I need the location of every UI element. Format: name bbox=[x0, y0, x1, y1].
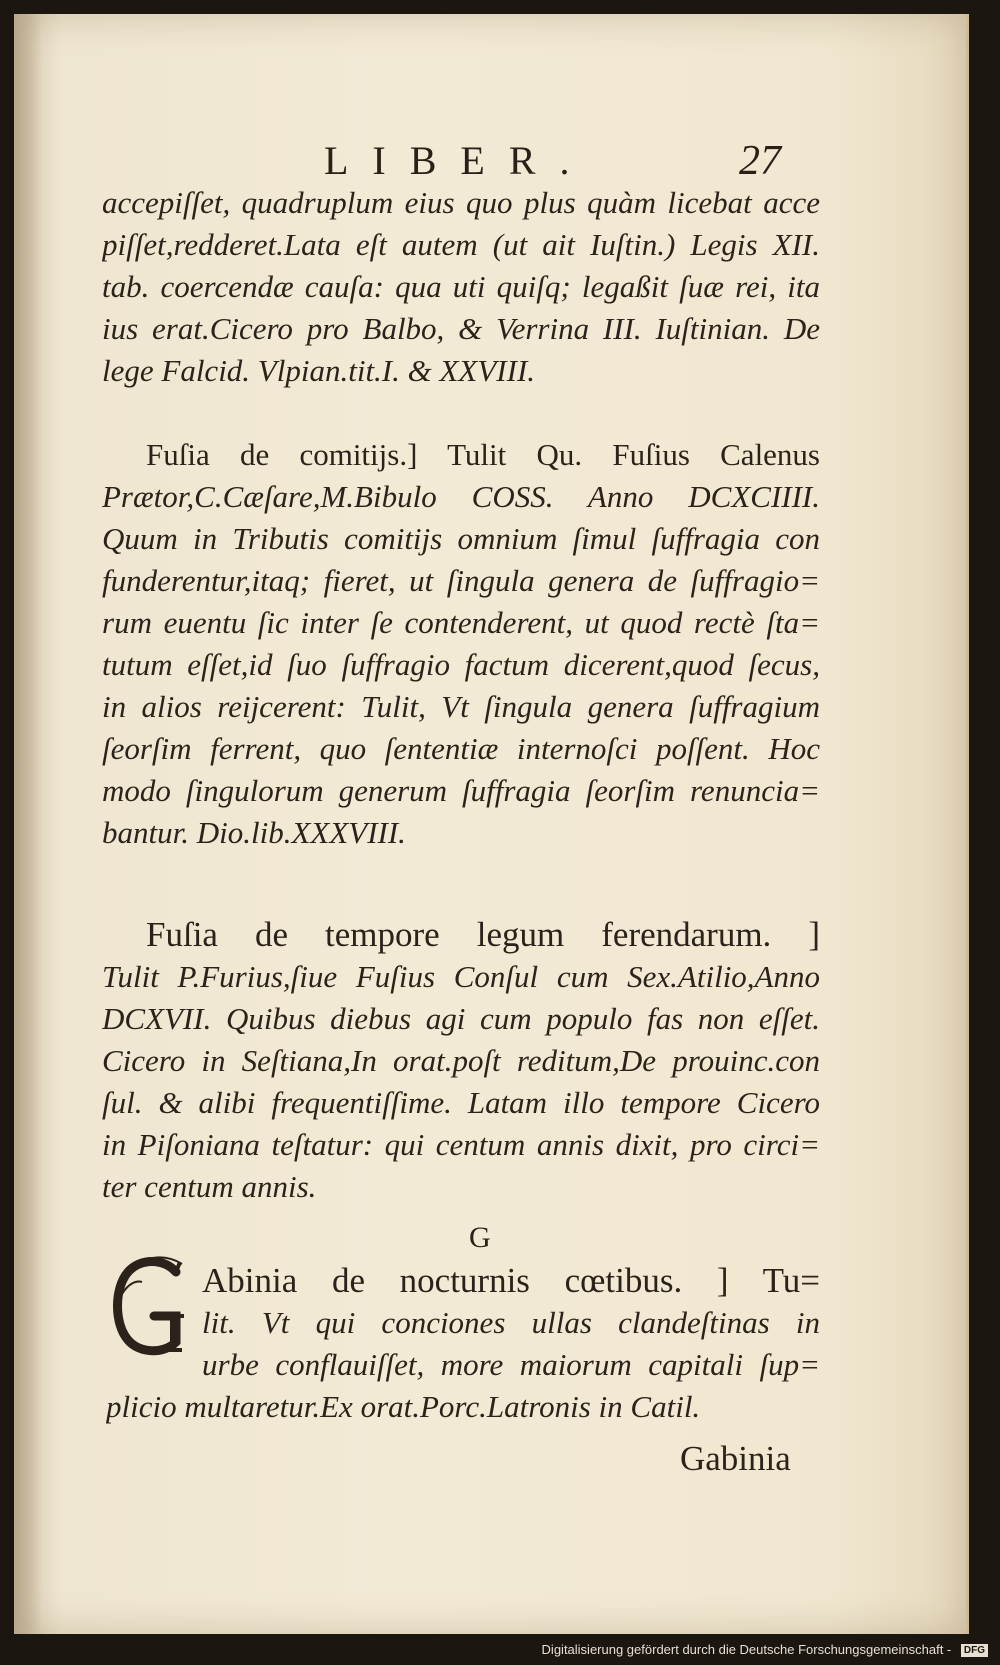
entry-heading-line: Fuſia de comitijs.] Tulit Qu. Fuſius Calenus bbox=[146, 437, 820, 472]
catchword: Gabinia bbox=[680, 1439, 791, 1478]
page-header bbox=[14, 137, 966, 187]
text-line: ter centum annis. bbox=[102, 1169, 317, 1204]
paragraph-lex-continued bbox=[102, 182, 820, 392]
dfg-logo: DFG bbox=[961, 1644, 988, 1657]
text-line: plicio multaretur.Ex orat.Porc.Latronis in Catil. bbox=[106, 1389, 701, 1424]
page-number: 27 bbox=[739, 138, 781, 184]
digitization-credit-bar bbox=[0, 1634, 1000, 1665]
text-line: funderentur,itaq; fieret, ut ſingula genera de ſuffragio= bbox=[102, 563, 820, 598]
text-line: ſul. & alibi frequentiſſime. Latam illo tempore Cicero bbox=[102, 1085, 820, 1120]
text-line: DCXVII. Quibus diebus agi cum populo fas non eſſet. bbox=[102, 1001, 820, 1036]
paragraph-fusia-de-comitiis bbox=[102, 434, 820, 854]
text-line: in Piſoniana teſtatur: qui centum annis dixit, pro circi= bbox=[102, 1127, 820, 1162]
paragraph-gabinia bbox=[106, 1260, 820, 1428]
paragraph-fusia-de-tempore bbox=[102, 914, 820, 1208]
text-line: ius erat.Cicero pro Balbo, & Verrina III. Iuſtinian. De bbox=[102, 311, 820, 346]
text-line: lege Falcid. Vlpian.tit.I. & XXVIII. bbox=[102, 353, 536, 388]
entry-heading-line: Fuſia de tempore legum ferendarum. ] bbox=[146, 915, 820, 954]
text-line: tutum eſſet,id ſuo ſuffragio factum dicerent,quod ſecus, bbox=[102, 647, 820, 682]
running-head: LIBER. bbox=[324, 138, 594, 183]
text-line: tab. coercendæ cauſa: qua uti quiſq; legaßit ſuæ rei, ita bbox=[102, 269, 820, 304]
text-line: modo ſingulorum generum ſuffragia ſeorſim renuncia= bbox=[102, 773, 820, 808]
text-line: Quum in Tributis comitijs omnium ſimul ſuffragia con bbox=[102, 521, 820, 556]
text-line: bantur. Dio.lib.XXXVIII. bbox=[102, 815, 406, 850]
text-line: Tulit P.Furius,ſiue Fuſius Conſul cum Sex.Atilio,Anno bbox=[102, 959, 820, 994]
text-line: in alios reijcerent: Tulit, Vt ſingula genera ſuffragium bbox=[102, 689, 820, 724]
entry-heading-line: Abinia de nocturnis cœtibus. ] Tu= bbox=[202, 1261, 820, 1300]
text-line: lit. Vt qui conciones ullas clandeſtinas in bbox=[202, 1305, 820, 1340]
text-line: urbe conflauiſſet, more maiorum capitali ſup= bbox=[202, 1347, 820, 1382]
text-line: accepiſſet, quadruplum eius quo plus quàm licebat acce bbox=[102, 185, 820, 220]
text-line: piſſet,redderet.Lata eſt autem (ut ait Iuſtin.) Legis XII. bbox=[102, 227, 820, 262]
credit-text: Digitalisierung gefördert durch die Deutsche Forschungsgemeinschaft - bbox=[541, 1642, 952, 1657]
text-line: Prætor,C.Cæſare,M.Bibulo COSS. Anno DCXCIIII. bbox=[102, 479, 820, 514]
text-line: ſeorſim ferrent, quo ſententiæ internoſci poſſent. Hoc bbox=[102, 731, 820, 766]
book-page bbox=[14, 14, 969, 1634]
text-line: rum euentu ſic inter ſe contenderent, ut quod rectè ſta= bbox=[102, 605, 820, 640]
section-letter: G bbox=[469, 1221, 491, 1254]
text-line: Cicero in Seſtiana,In orat.poſt reditum,De prouinc.con bbox=[102, 1043, 820, 1078]
